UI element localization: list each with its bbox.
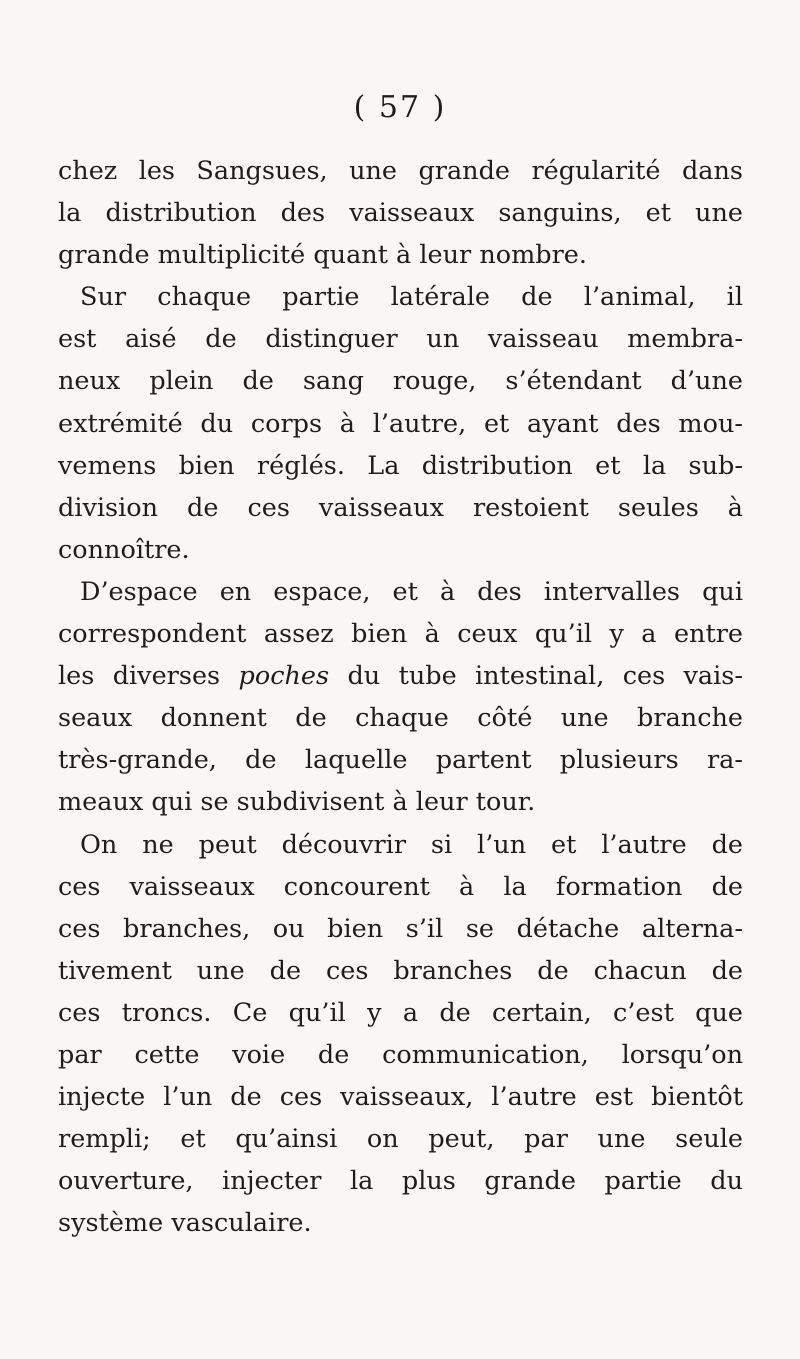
text-line: Sur chaque partie latérale de l’animal, il: [80, 282, 743, 313]
text-line: tivement une de ces branches de chacun de: [58, 955, 743, 986]
text-line: système vasculaire.: [58, 1208, 312, 1239]
text-line: meaux qui se subdivisent à leur tour.: [58, 787, 536, 818]
text-line: vemens bien réglés. La distribution et la sub-: [58, 450, 743, 481]
text-line: ces branches, ou bien s’il se détache alterna-: [58, 913, 743, 944]
body-text: [58, 150, 743, 1244]
text-line: ces troncs. Ce qu’il y a de certain, c’est que: [58, 997, 743, 1028]
text-line: est aisé de distinguer un vaisseau membra-: [58, 324, 743, 355]
text-line: connoître.: [58, 534, 190, 565]
text-line: rempli; et qu’ainsi on peut, par une seule: [58, 1124, 743, 1155]
text-line: chez les Sangsues, une grande régularité dans: [58, 156, 743, 186]
text-line: ouverture, injecter la plus grande partie du: [58, 1166, 743, 1197]
text-line: injecte l’un de ces vaisseaux, l’autre est bientôt: [58, 1082, 743, 1113]
text-line: grande multiplicité quant à leur nombre.: [58, 240, 588, 271]
text-line: On ne peut découvrir si l’un et l’autre de: [80, 829, 743, 860]
text-line: la distribution des vaisseaux sanguins, et une: [58, 198, 743, 229]
text-line: D’espace en espace, et à des intervalles qui: [80, 576, 743, 607]
page-number: ( 57 ): [353, 90, 447, 125]
text-line: très-grande, de laquelle partent plusieurs ra-: [58, 745, 743, 776]
text-line: extrémité du corps à l’autre, et ayant des mou-: [58, 408, 743, 439]
text-segment: du tube intestinal, ces vais-: [329, 661, 743, 692]
text-line: par cette voie de communication, lorsqu’on: [58, 1039, 743, 1070]
text-line: [58, 655, 743, 697]
text-line: neux plein de sang rouge, s’étendant d’une: [58, 366, 743, 397]
text-line: seaux donnent de chaque côté une branche: [58, 703, 743, 734]
text-line: ces vaisseaux concourent à la formation de: [58, 871, 743, 902]
italic-word: poches: [238, 661, 330, 692]
text-segment: les diverses: [58, 661, 239, 692]
text-line: correspondent assez bien à ceux qu’il y a entre: [58, 619, 743, 650]
text-line: division de ces vaisseaux restoient seules à: [58, 492, 743, 523]
